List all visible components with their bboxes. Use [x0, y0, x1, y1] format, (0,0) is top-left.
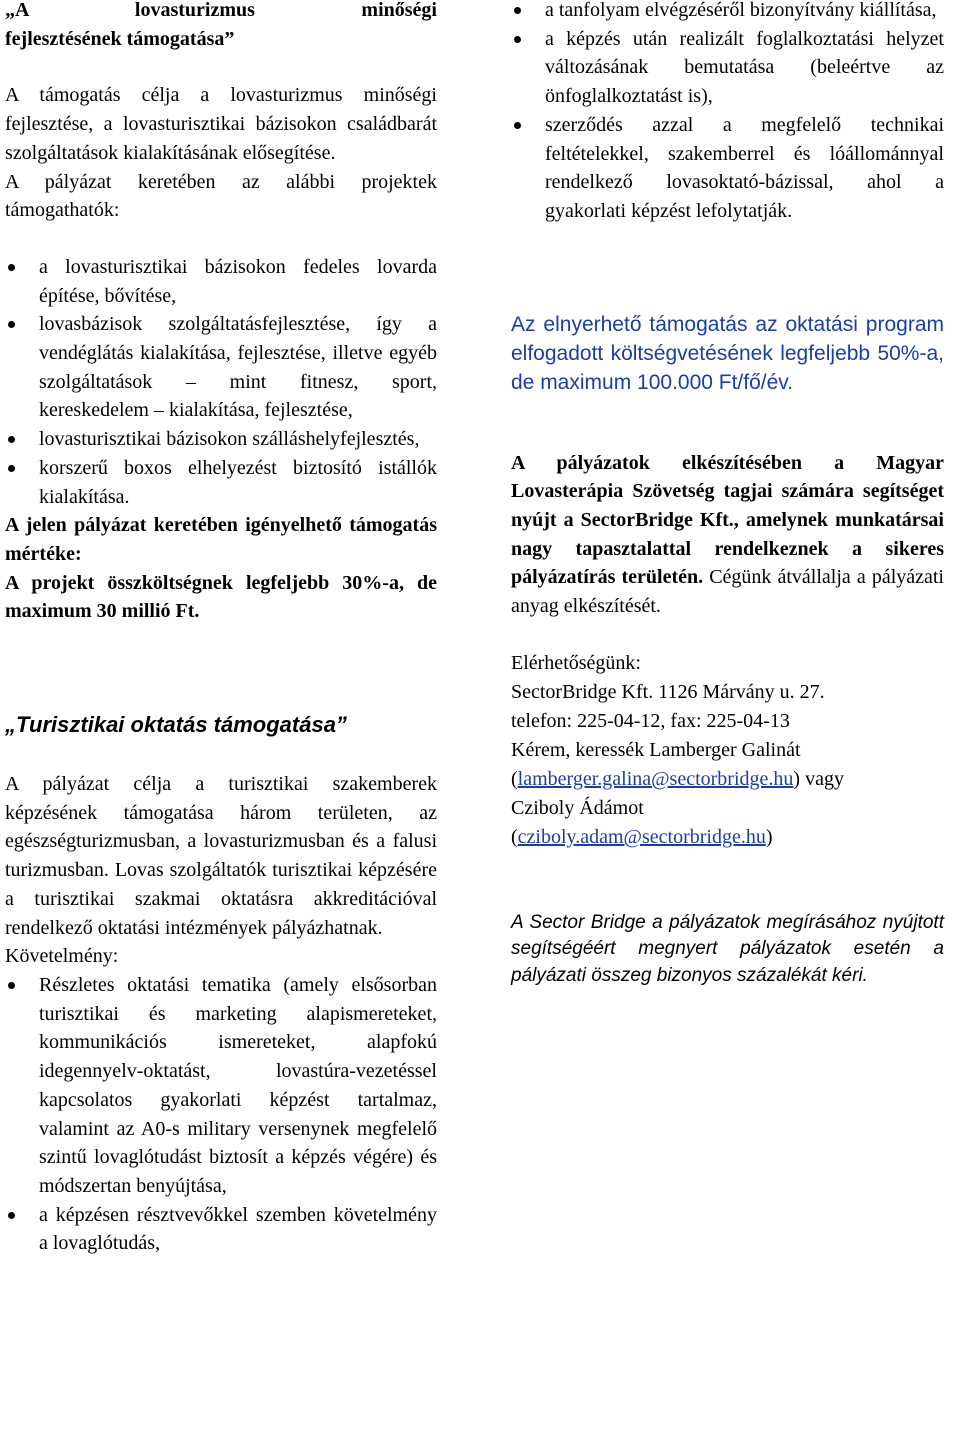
list-item: lovasturisztikai bázisokon szálláshelyfejlesztés,: [5, 425, 437, 454]
projects-list: [5, 253, 437, 511]
requirements-list: [5, 971, 437, 1258]
section2-paragraph: A pályázat célja a turisztikai szakemberek képzésének támogatása három területen, az egészségturizmusban, a lovasturizmusban és a falusi turizmusban. Lovas szolgáltatók turisztikai képzésére a turisztikai szakmai oktatásra akkreditációval rendelkező oktatási intézmények pályázhatnak.: [5, 773, 437, 939]
contact-email2-line: (cziboly.adam@sectorbridge.hu): [511, 825, 773, 848]
section1-title-line2: fejlesztésének támogatása”: [5, 27, 235, 50]
section1-title: [5, 0, 437, 53]
projects-intro: A pályázat keretében az alábbi projektek támogathatók:: [5, 170, 437, 222]
support-label: A jelen pályázat keretében igényelhető támogatás mértéke:: [5, 514, 437, 565]
list-item: a képzés után realizált foglalkoztatási helyzet változásának bemutatása (beleértve az önfoglalkoztatást is),: [511, 25, 944, 111]
requirements-continued-list: [511, 0, 944, 226]
help-bold-text: A pályázatok elkészítésében a Magyar Lovasterápia Szövetség tagjai számára segítséget nyújt a SectorBridge Kft., amelynek munkatársai nagy tapasztalattal rendelkeznek a sikeres pályázatírás területén.: [511, 451, 944, 589]
support-value: A projekt összköltségnek legfeljebb 30%-a, de maximum 30 millió Ft.: [5, 571, 437, 623]
right-column: [511, 0, 944, 989]
section1-title-line1: „A lovasturizmus minőségi: [5, 0, 437, 21]
contact-phone: telefon: 225-04-12, fax: 225-04-13: [511, 709, 790, 732]
list-item: szerződés azzal a megfelelő technikai feltételekkel, szakemberrel és lóállománnyal rendelkező lovasoktató-bázissal, ahol a gyakorlati képzést lefolytatják.: [511, 111, 944, 226]
contact-ask: Kérem, keressék Lamberger Galinát: [511, 738, 801, 761]
email-link-lamberger[interactable]: lamberger.galina@sectorbridge.hu: [517, 767, 794, 790]
list-item: a lovasturisztikai bázisokon fedeles lovarda építése, bővítése,: [5, 253, 437, 310]
fee-note: A Sector Bridge a pályázatok megírásához nyújtott segítségéért megnyert pályázatok esetén a pályázati összeg bizonyos százalékát kéri.: [511, 911, 944, 986]
list-item: Részletes oktatási tematika (amely elsősorban turisztikai és marketing alapismereteket, kommunikációs ismereteket, alapfokú idegennyelv-oktatást, lovastúra-vezetéssel kapcsolatos gyakorlati képzést tartalmaz, valamint az A0-s military versenynek megfelelő szintű lovaglótudást biztosít a képzés végére) és módszertan benyújtása,: [5, 971, 437, 1201]
contact-block: [511, 649, 944, 852]
list-item: a képzésen résztvevőkkel szemben követelmény a lovaglótudás,: [5, 1201, 437, 1258]
requirements-label: Követelmény:: [5, 945, 119, 968]
contact-email1-line: (lamberger.galina@sectorbridge.hu) vagy: [511, 767, 844, 790]
list-item: a tanfolyam elvégzéséről bizonyítvány kiállítása,: [511, 0, 944, 25]
list-item: lovasbázisok szolgáltatásfejlesztése, így a vendéglátás kialakítása, fejlesztése, illetve egyéb szolgáltatások – mint fitnesz, sport, kereskedelem – kialakítása, fejlesztése,: [5, 310, 437, 425]
contact-address: SectorBridge Kft. 1126 Márvány u. 27.: [511, 680, 825, 703]
help-normal-text: Cégünk átvállalja a pályázati anyag elkészítését.: [511, 566, 944, 618]
left-column: [5, 0, 437, 1258]
list-item: korszerű boxos elhelyezést biztosító istállók kialakítása.: [5, 454, 437, 511]
contact-or: ) vagy: [793, 767, 844, 790]
contact-name2: Cziboly Ádámot: [511, 796, 644, 819]
contact-label: Elérhetőségünk:: [511, 651, 641, 674]
funding-note: Az elnyerhető támogatás az oktatási program elfogadott költségvetésének legfeljebb 50%-a, de maximum 100.000 Ft/fő/év.: [511, 312, 944, 394]
email-link-cziboly[interactable]: cziboly.adam@sectorbridge.hu: [517, 825, 766, 848]
intro-paragraph: A támogatás célja a lovasturizmus minőségi fejlesztése, a lovasturisztikai bázisokon családbarát szolgáltatások kialakításának elősegítése.: [5, 84, 437, 164]
section2-title: „Turisztikai oktatás támogatása”: [5, 712, 347, 738]
help-paragraph: [511, 449, 944, 621]
